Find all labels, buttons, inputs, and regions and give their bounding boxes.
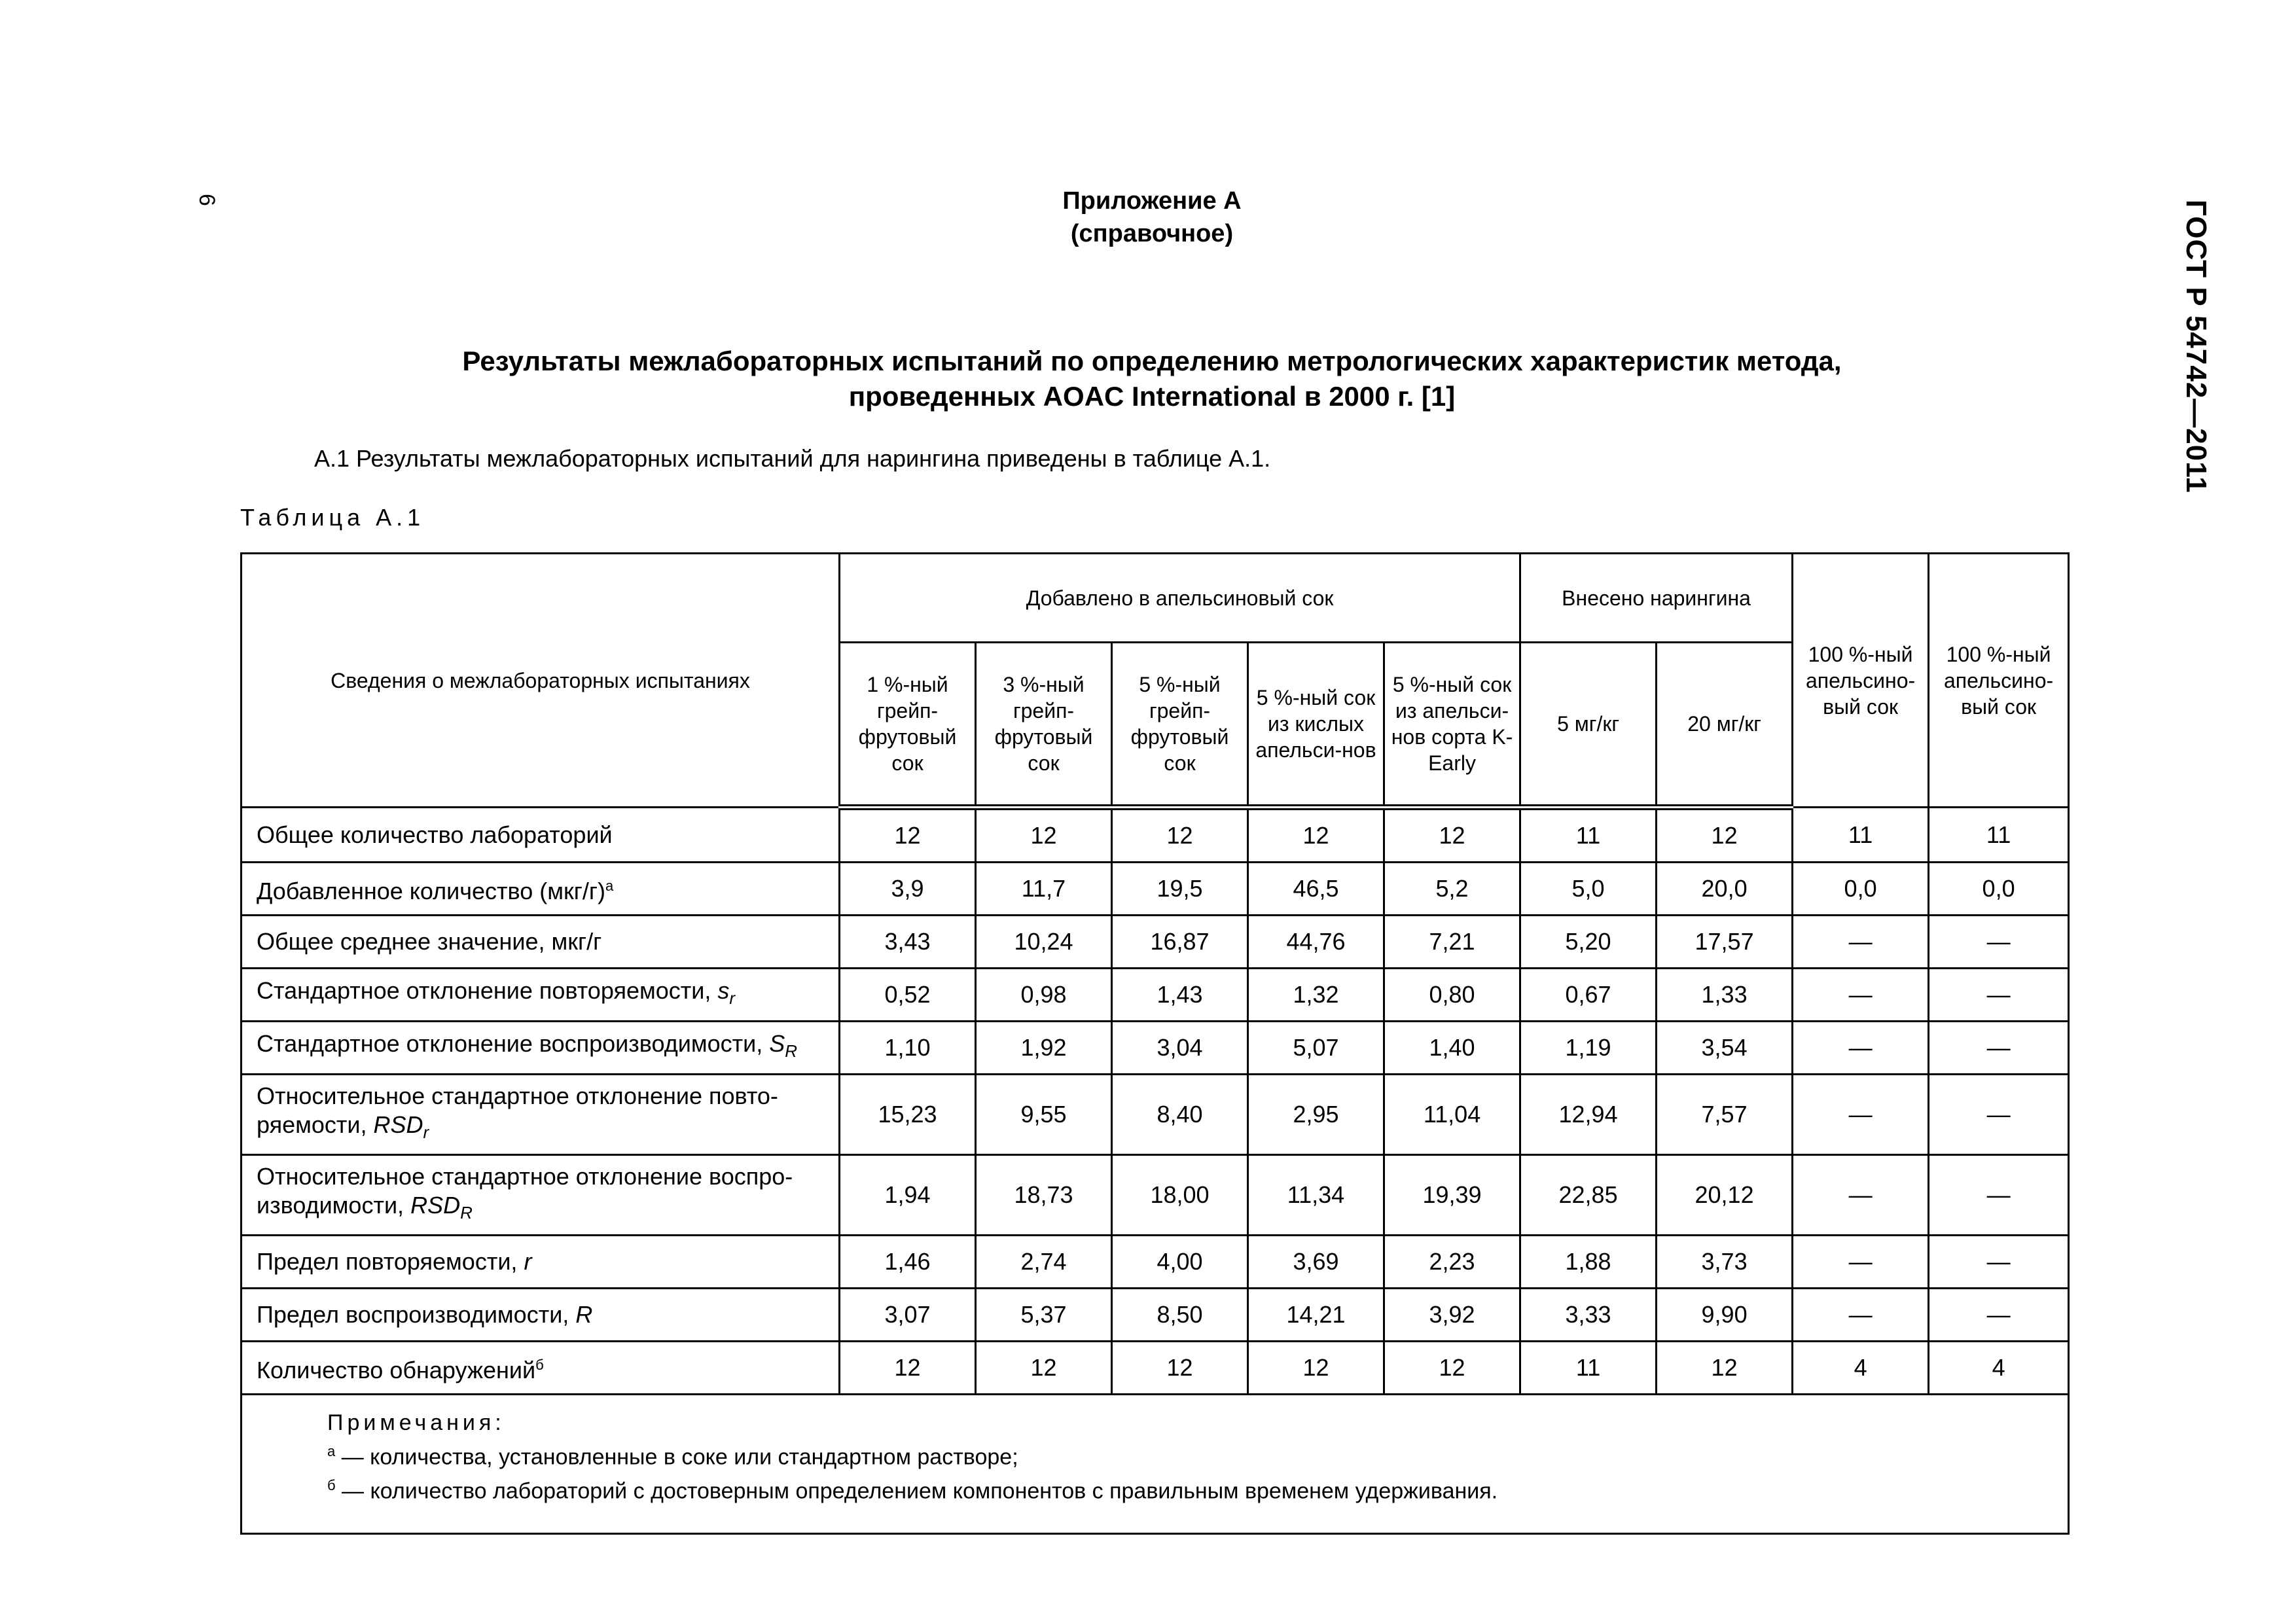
table-cell: 20,0 bbox=[1657, 863, 1793, 916]
table-cell: 1,33 bbox=[1657, 969, 1793, 1022]
table-row bbox=[242, 1342, 2069, 1395]
table-cell: 3,04 bbox=[1112, 1022, 1248, 1075]
row-label-text: Добавленное количество (мкг/г) bbox=[257, 878, 606, 904]
document-title-line-1: Результаты межлабораторных испытаний по определению метрологических характеристик метода, bbox=[462, 346, 1842, 376]
table-cell: 1,19 bbox=[1520, 1022, 1657, 1075]
table-cell: 3,07 bbox=[840, 1289, 976, 1342]
table-cell: 11 bbox=[1520, 808, 1657, 863]
table-cell: 12 bbox=[840, 1342, 976, 1395]
table-cell: 18,00 bbox=[1112, 1155, 1248, 1236]
table-cell: 11 bbox=[1793, 808, 1929, 863]
table-notes bbox=[242, 1395, 2069, 1534]
table-cell: 11 bbox=[1520, 1342, 1657, 1395]
table-cell: 0,98 bbox=[976, 969, 1112, 1022]
table-cell: 19,5 bbox=[1112, 863, 1248, 916]
standard-code: ГОСТ Р 54742—2011 bbox=[2180, 200, 2212, 493]
table-cell: — bbox=[1793, 1236, 1929, 1289]
table-cell: 2,23 bbox=[1384, 1236, 1520, 1289]
table-cell: 1,92 bbox=[976, 1022, 1112, 1075]
table-cell: 8,40 bbox=[1112, 1075, 1248, 1155]
row-label-text: Стандартное отклонение воспроизводимости, bbox=[257, 1030, 770, 1058]
table-cell: 12 bbox=[1384, 1342, 1520, 1395]
row-label-text: Относительное стандартное отклонение повто-ряемости, bbox=[257, 1082, 778, 1139]
note-text: — количества, установленные в соке или стандартном растворе; bbox=[335, 1444, 1018, 1470]
table-cell: 9,55 bbox=[976, 1075, 1112, 1155]
table-cell: 2,74 bbox=[976, 1236, 1112, 1289]
row-label bbox=[242, 1289, 840, 1342]
table-cell: 15,23 bbox=[840, 1075, 976, 1155]
table-cell: 44,76 bbox=[1248, 916, 1384, 969]
row-label-text: Стандартное отклонение повторяемости, bbox=[257, 977, 718, 1005]
table-cell: 3,43 bbox=[840, 916, 976, 969]
table-row bbox=[242, 1075, 2069, 1155]
row-label-text: Предел повторяемости, bbox=[257, 1248, 524, 1275]
table-cell: 4 bbox=[1929, 1342, 2069, 1395]
table-cell: 1,94 bbox=[840, 1155, 976, 1236]
page-number: 6 bbox=[194, 194, 219, 206]
table-cell: — bbox=[1793, 916, 1929, 969]
note-item bbox=[327, 1437, 2061, 1471]
notes-title: Примечания: bbox=[327, 1410, 505, 1435]
table-row bbox=[242, 969, 2069, 1022]
row-label bbox=[242, 863, 840, 916]
row-label-text: Предел воспроизводимости, bbox=[257, 1301, 576, 1328]
header-naringin-group: Внесено нарингина bbox=[1520, 554, 1793, 643]
table-cell: 12 bbox=[976, 808, 1112, 863]
table-body bbox=[242, 808, 2069, 1534]
table-cell: — bbox=[1929, 1022, 2069, 1075]
table-cell: — bbox=[1929, 969, 2069, 1022]
table-cell: 3,33 bbox=[1520, 1289, 1657, 1342]
row-label bbox=[242, 1075, 840, 1155]
table-cell: 1,32 bbox=[1248, 969, 1384, 1022]
table-row bbox=[242, 1022, 2069, 1075]
row-label-subscript: R bbox=[785, 1041, 798, 1061]
table-cell: 12,94 bbox=[1520, 1075, 1657, 1155]
table-cell: 0,80 bbox=[1384, 969, 1520, 1022]
table-cell: 1,10 bbox=[840, 1022, 976, 1075]
table-cell: 7,21 bbox=[1384, 916, 1520, 969]
row-label bbox=[242, 969, 840, 1022]
table-row bbox=[242, 1289, 2069, 1342]
table-cell: 3,54 bbox=[1657, 1022, 1793, 1075]
row-label-superscript: а bbox=[605, 878, 614, 894]
table-cell: — bbox=[1793, 1022, 1929, 1075]
row-label-text: Относительное стандартное отклонение воспро-изводимости, bbox=[257, 1163, 793, 1219]
header-col: 100 %-ный апельсино-вый сок bbox=[1929, 554, 2069, 808]
table-cell: 9,90 bbox=[1657, 1289, 1793, 1342]
table-cell: 12 bbox=[1657, 808, 1793, 863]
table-cell: 14,21 bbox=[1248, 1289, 1384, 1342]
table-cell: 1,43 bbox=[1112, 969, 1248, 1022]
table-cell: — bbox=[1793, 1289, 1929, 1342]
table-cell: 3,9 bbox=[840, 863, 976, 916]
row-label-subscript: r bbox=[423, 1122, 429, 1143]
header-info: Сведения о межлабораторных испытаниях bbox=[242, 554, 840, 808]
table-cell: 5,2 bbox=[1384, 863, 1520, 916]
table-cell: 0,0 bbox=[1929, 863, 2069, 916]
table-cell: 46,5 bbox=[1248, 863, 1384, 916]
table-cell: 5,07 bbox=[1248, 1022, 1384, 1075]
row-label-symbol: RSD bbox=[410, 1192, 461, 1219]
table-cell: 2,95 bbox=[1248, 1075, 1384, 1155]
table-cell: 20,12 bbox=[1657, 1155, 1793, 1236]
table-cell: — bbox=[1929, 1236, 2069, 1289]
row-label bbox=[242, 1342, 840, 1395]
table-cell: 10,24 bbox=[976, 916, 1112, 969]
row-label-symbol: r bbox=[524, 1248, 532, 1275]
document-title-line-2: проведенных AOAC International в 2000 г. [1] bbox=[848, 381, 1456, 412]
row-label-symbol: s bbox=[717, 977, 730, 1005]
table-cell: 0,52 bbox=[840, 969, 976, 1022]
appendix-subtitle: (справочное) bbox=[1070, 220, 1234, 247]
table-cell: 12 bbox=[1657, 1342, 1793, 1395]
table-cell: — bbox=[1929, 916, 2069, 969]
table-cell: 12 bbox=[1112, 1342, 1248, 1395]
table-cell: 19,39 bbox=[1384, 1155, 1520, 1236]
note-mark: б bbox=[327, 1477, 336, 1494]
row-label-symbol: R bbox=[575, 1301, 593, 1328]
table-cell: 16,87 bbox=[1112, 916, 1248, 969]
row-label-symbol: S bbox=[769, 1030, 785, 1058]
table-cell: 12 bbox=[1248, 808, 1384, 863]
table-cell: 4 bbox=[1793, 1342, 1929, 1395]
notes-row bbox=[242, 1395, 2069, 1534]
table-cell: 22,85 bbox=[1520, 1155, 1657, 1236]
table-cell: — bbox=[1929, 1075, 2069, 1155]
row-label-subscript: R bbox=[460, 1203, 473, 1223]
table-cell: 12 bbox=[976, 1342, 1112, 1395]
table-cell: 1,88 bbox=[1520, 1236, 1657, 1289]
table-cell: 5,20 bbox=[1520, 916, 1657, 969]
table-cell: 12 bbox=[1248, 1342, 1384, 1395]
table-cell: — bbox=[1793, 969, 1929, 1022]
table-cell: 4,00 bbox=[1112, 1236, 1248, 1289]
table-cell: 3,69 bbox=[1248, 1236, 1384, 1289]
table-cell: 11,7 bbox=[976, 863, 1112, 916]
table-cell: 5,37 bbox=[976, 1289, 1112, 1342]
row-label-text: Общее количество лабораторий bbox=[257, 821, 613, 848]
header-added-group: Добавлено в апельсиновый сок bbox=[840, 554, 1520, 643]
row-label bbox=[242, 916, 840, 969]
table-cell: 12 bbox=[840, 808, 976, 863]
table-cell: 7,57 bbox=[1657, 1075, 1793, 1155]
table-cell: 0,67 bbox=[1520, 969, 1657, 1022]
table-row bbox=[242, 1236, 2069, 1289]
table-cell: 3,92 bbox=[1384, 1289, 1520, 1342]
appendix-header bbox=[785, 185, 1518, 250]
row-label-symbol: RSD bbox=[373, 1111, 423, 1139]
note-item bbox=[327, 1471, 2061, 1505]
header-col: 20 мг/кг bbox=[1657, 643, 1793, 808]
row-label-subscript: r bbox=[729, 988, 736, 1008]
table-cell: 18,73 bbox=[976, 1155, 1112, 1236]
row-label bbox=[242, 808, 840, 863]
table-cell: 12 bbox=[1384, 808, 1520, 863]
appendix-title: Приложение А bbox=[1062, 187, 1242, 215]
header-col: 5 %-ный грейп-фрутовый сок bbox=[1112, 643, 1248, 808]
table-cell: 5,0 bbox=[1520, 863, 1657, 916]
document-title bbox=[327, 344, 1977, 414]
table-cell: 1,46 bbox=[840, 1236, 976, 1289]
row-label-superscript: б bbox=[535, 1357, 544, 1373]
header-col: 3 %-ный грейп-фрутовый сок bbox=[976, 643, 1112, 808]
row-label bbox=[242, 1155, 840, 1236]
table-cell: — bbox=[1793, 1155, 1929, 1236]
table-cell: 11 bbox=[1929, 808, 2069, 863]
row-label bbox=[242, 1236, 840, 1289]
results-table bbox=[240, 552, 2070, 1535]
header-col: 5 мг/кг bbox=[1520, 643, 1657, 808]
table-cell: 12 bbox=[1112, 808, 1248, 863]
note-mark: а bbox=[327, 1443, 336, 1459]
table-row bbox=[242, 916, 2069, 969]
table-row bbox=[242, 1155, 2069, 1236]
table-cell: — bbox=[1929, 1155, 2069, 1236]
table-cell: 1,40 bbox=[1384, 1022, 1520, 1075]
header-col: 1 %-ный грейп-фрутовый сок bbox=[840, 643, 976, 808]
table-cell: 11,04 bbox=[1384, 1075, 1520, 1155]
table-cell: 3,73 bbox=[1657, 1236, 1793, 1289]
header-col: 100 %-ный апельсино-вый сок bbox=[1793, 554, 1929, 808]
header-col: 5 %-ный сок из кислых апельси-нов bbox=[1248, 643, 1384, 808]
intro-paragraph: А.1 Результаты межлабораторных испытаний для нарингина приведены в таблице А.1. bbox=[314, 445, 1271, 472]
table-caption: Таблица А.1 bbox=[240, 504, 425, 531]
table-cell: 11,34 bbox=[1248, 1155, 1384, 1236]
row-label-text: Количество обнаружений bbox=[257, 1357, 536, 1383]
row-label-text: Общее среднее значение, мкг/г bbox=[257, 928, 602, 955]
table-cell: 8,50 bbox=[1112, 1289, 1248, 1342]
table-row bbox=[242, 808, 2069, 863]
note-text: — количество лабораторий с достоверным определением компонентов с правильным временем удерживания. bbox=[335, 1478, 1498, 1504]
table-cell: 17,57 bbox=[1657, 916, 1793, 969]
table-cell: — bbox=[1929, 1289, 2069, 1342]
row-label bbox=[242, 1022, 840, 1075]
table-cell: — bbox=[1793, 1075, 1929, 1155]
header-col: 5 %-ный сок из апельси-нов сорта K-Early bbox=[1384, 643, 1520, 808]
table-row bbox=[242, 863, 2069, 916]
table-cell: 0,0 bbox=[1793, 863, 1929, 916]
